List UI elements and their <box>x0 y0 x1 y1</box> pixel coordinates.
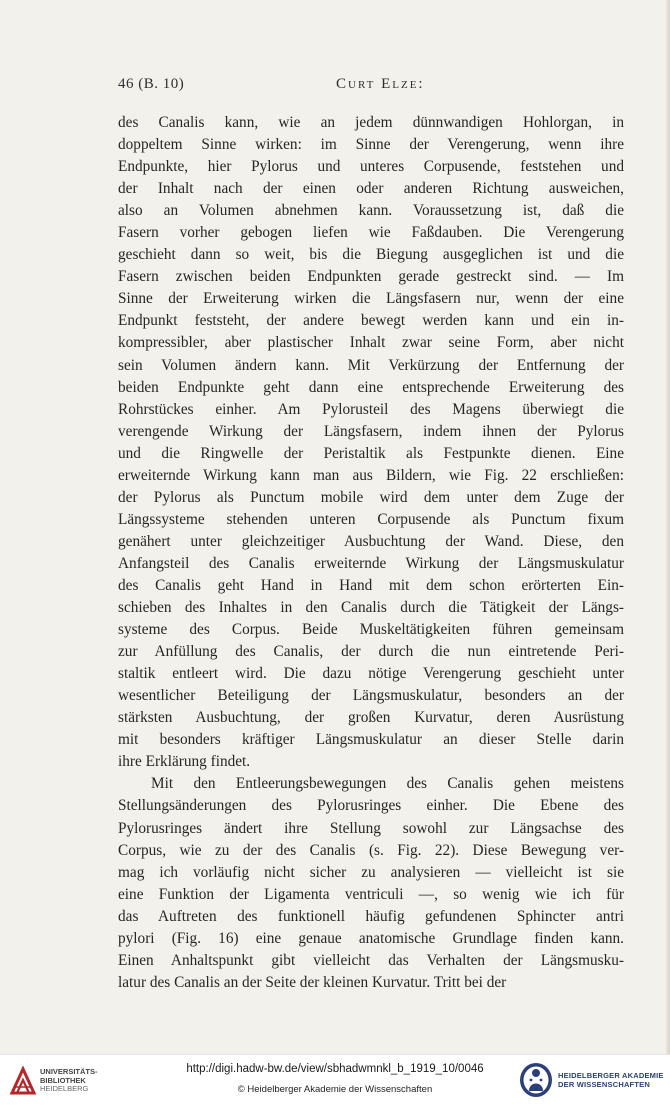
text-line: stärksten Ausbuchtung, der großen Kurvatur, deren Ausrüstung <box>118 709 624 727</box>
text-line: Pylorusringes ändert ihre Stellung sowohl zur Längsachse des <box>118 819 624 837</box>
text-line: Endpunkt feststeht, der andere bewegt werden kann und ein in- <box>118 312 624 330</box>
text-line: das Auftreten des funktionell häufig gefundenen Sphincter antri <box>118 907 624 925</box>
academy-name-line-2: DER WISSENSCHAFTEN <box>558 1080 650 1089</box>
text-line: schieben des Inhaltes in den Canalis durch die Tätigkeit der Längs- <box>118 599 624 617</box>
text-line: wesentlicher Beteiligung der Längsmuskulatur, besonders an der <box>118 687 624 705</box>
text-line: genähert unter gleichzeitiger Ausbuchtung der Wand. Diese, den <box>118 532 624 550</box>
copyright-notice: © Heidelberger Akademie der Wissenschaften <box>237 1084 433 1095</box>
text-line: mag ich vorläufig nicht sicher zu analysieren — vielleicht ist sie <box>118 863 624 881</box>
permalink-url[interactable]: http://digi.hadw-bw.de/view/sbhadwmnkl_b_1919_10/0046 <box>186 1063 484 1075</box>
text-line: Fasern vorher gebogen liefen wie Faßdauben. Die Verengerung <box>118 224 624 242</box>
text-line: Endpunkte, hier Pylorus und unteres Corpusende, feststehen und <box>118 158 624 176</box>
body-text <box>118 112 624 994</box>
paragraph-1 <box>118 112 624 773</box>
text-line: geschieht dann so weit, bis die Biegung ausgeglichen ist und die <box>118 246 624 264</box>
text-line: Anfangsteil des Canalis erweiternde Wirkung der Längsmuskulatur <box>118 554 624 572</box>
running-head <box>118 76 624 96</box>
academy-name <box>558 1071 664 1089</box>
page-number: 46 (B. 10) <box>118 76 185 92</box>
paragraph-2 <box>118 773 624 993</box>
text-line: kompressibler, aber plastischer Inhalt zwar seine Form, aber nicht <box>118 334 624 352</box>
text-line: Längssysteme stehenden unteren Corpusende als Punctum fixum <box>118 510 624 528</box>
text-line: eine Funktion der Ligamenta ventriculi —, so wenig wie ich für <box>118 885 624 903</box>
text-line: systeme des Corpus. Beide Muskeltätigkeiten führen gemeinsam <box>118 621 624 639</box>
text-line: des Canalis geht Hand in Hand mit dem schon erörterten Ein- <box>118 576 624 594</box>
text-line: mit besonders kräftiger Längsmuskulatur an dieser Stelle darin <box>118 731 624 749</box>
text-line: der Pylorus als Punctum mobile wird dem unter dem Zuge der <box>118 488 624 506</box>
text-line: Rohrstückes einher. Am Pylorusteil des Magens überwiegt die <box>118 400 624 418</box>
academy-seal-icon[interactable] <box>518 1061 554 1099</box>
text-line: Fasern zwischen beiden Endpunkten gerade gestreckt sind. — Im <box>118 268 624 286</box>
text-line: Stellungsänderungen des Pylorusringes einher. Die Ebene des <box>118 797 624 815</box>
text-line: staltik entleert wird. Die dazu nötige Verengerung geschieht unter <box>118 665 624 683</box>
text-line: Sinne der Erweiterung wirken die Längsfasern nur, wenn der eine <box>118 290 624 308</box>
text-line: zur Anfüllung des Canalis, der durch die nun eintretende Peri- <box>118 643 624 661</box>
text-line: also an Volumen abnehmen kann. Voraussetzung ist, daß die <box>118 202 624 220</box>
text-line: pylori (Fig. 16) eine genaue anatomische Grundlage finden kann. <box>118 929 624 947</box>
text-line: Corpus, wie zu der des Canalis (s. Fig. 22). Diese Bewegung ver- <box>118 841 624 859</box>
academy-name-line-1: HEIDELBERGER AKADEMIE <box>558 1071 664 1080</box>
text-line: Mit den Entleerungsbewegungen des Canalis gehen meistens <box>151 775 624 793</box>
text-line: doppeltem Sinne wirken: im Sinne der Verengerung, wenn ihre <box>118 136 624 154</box>
text-line: sein Volumen ändern kann. Mit Verkürzung der Entfernung der <box>118 356 624 374</box>
text-line: latur des Canalis an der Seite der kleinen Kurvatur. Tritt bei der <box>118 973 507 991</box>
text-line: ihre Erklärung findet. <box>118 753 251 771</box>
text-line: Einen Anhaltspunkt gibt vielleicht das Verhalten der Längsmusku- <box>118 951 624 969</box>
running-head-author: Curt Elze: <box>336 76 425 92</box>
footer-bar <box>0 1054 670 1105</box>
text-line: der Inhalt nach der einen oder anderen Richtung ausweichen, <box>118 180 624 198</box>
text-line: beiden Endpunkte geht dann eine entsprechende Erweiterung des <box>118 378 624 396</box>
text-line: und die Ringwelle der Peristaltik als Festpunkte dienen. Eine <box>118 444 624 462</box>
text-line: des Canalis kann, wie an jedem dünnwandigen Hohlorgan, in <box>118 114 624 131</box>
text-line: erweiternde Wirkung kann man aus Bildern, wie Fig. 22 erschließen: <box>118 466 624 484</box>
library-city: HEIDELBERG <box>40 1084 89 1093</box>
page-edge-shadow <box>666 0 670 1054</box>
text-line: verengende Wirkung der Längsfasern, indem ihnen der Pylorus <box>118 422 624 440</box>
library-name-line-1: UNIVERSITÄTS- <box>40 1067 98 1076</box>
library-name-line-2: BIBLIOTHEK <box>40 1075 86 1085</box>
